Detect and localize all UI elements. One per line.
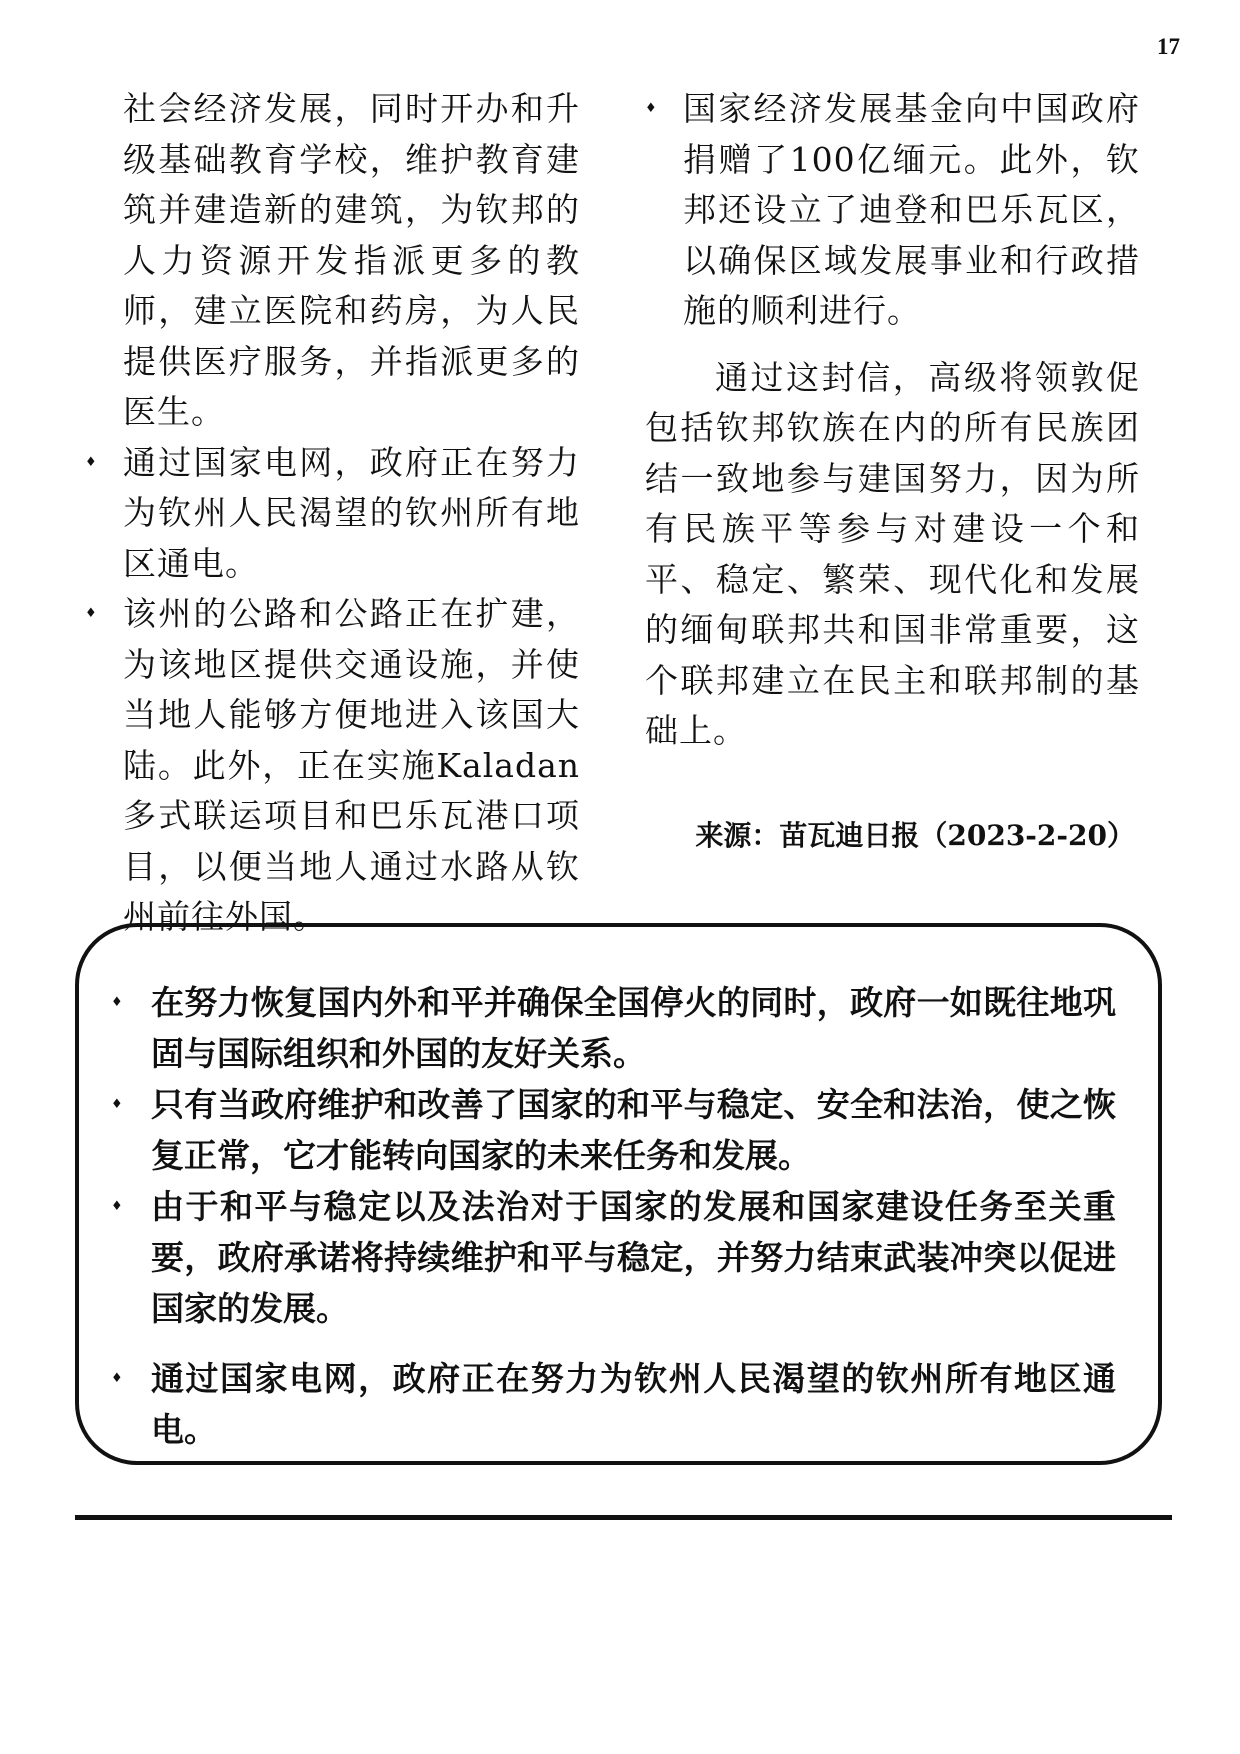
source-citation: 来源：苗瓦迪日报（2023-2-20）: [695, 818, 1135, 852]
right-column: [645, 84, 1140, 856]
continuation-paragraph: 社会经济发展，同时开办和升级基础教育学校，维护教育建筑并建造新的建筑，为钦邦的人力资源开发指派更多的教师，建立医院和药房，为人民提供医疗服务，并指派更多的医生。: [123, 89, 580, 431]
left-column: [85, 84, 580, 943]
summary-item: ♦ 通过国家电网，政府正在努力为钦州人民渴望的钦州所有地区通电。: [111, 1353, 1116, 1455]
summary-list: [111, 977, 1116, 1455]
summary-box: [75, 923, 1162, 1465]
horizontal-divider: [75, 1515, 1172, 1520]
bullet-item: ♦ 该州的公路和公路正在扩建，为该地区提供交通设施，并使当地人能够方便地进入该国大陆。此外，正在实施Kaladan多式联运项目和巴乐瓦港口项目，以便当地人通过水路从钦州前往外国。: [85, 589, 580, 943]
page-number: 17: [1157, 34, 1180, 59]
summary-item: ♦ 在努力恢复国内外和平并确保全国停火的同时，政府一如既往地巩固与国际组织和外国的友好关系。: [111, 977, 1116, 1079]
closing-paragraph: 通过这封信，高级将领敦促包括钦邦钦族在内的所有民族团结一致地参与建国努力，因为所有民族平等参与对建设一个和平、稳定、繁荣、现代化和发展的缅甸联邦共和国非常重要，这个联邦建立在民主和联邦制的基础上。: [645, 357, 1140, 750]
bullet-item: ♦ 国家经济发展基金向中国政府捐赠了100亿缅元。此外，钦邦还设立了迪登和巴乐瓦区，以确保区域发展事业和行政措施的顺利进行。: [645, 84, 1140, 337]
summary-item: ♦ 由于和平与稳定以及法治对于国家的发展和国家建设任务至关重要，政府承诺将持续维护和平与稳定，并努力结束武装冲突以促进国家的发展。: [111, 1181, 1116, 1334]
bullet-item: ♦ 通过国家电网，政府正在努力为钦州人民渴望的钦州所有地区通电。: [85, 438, 580, 590]
summary-item: ♦ 只有当政府维护和改善了国家的和平与稳定、安全和法治，使之恢复正常，它才能转向国家的未来任务和发展。: [111, 1079, 1116, 1181]
